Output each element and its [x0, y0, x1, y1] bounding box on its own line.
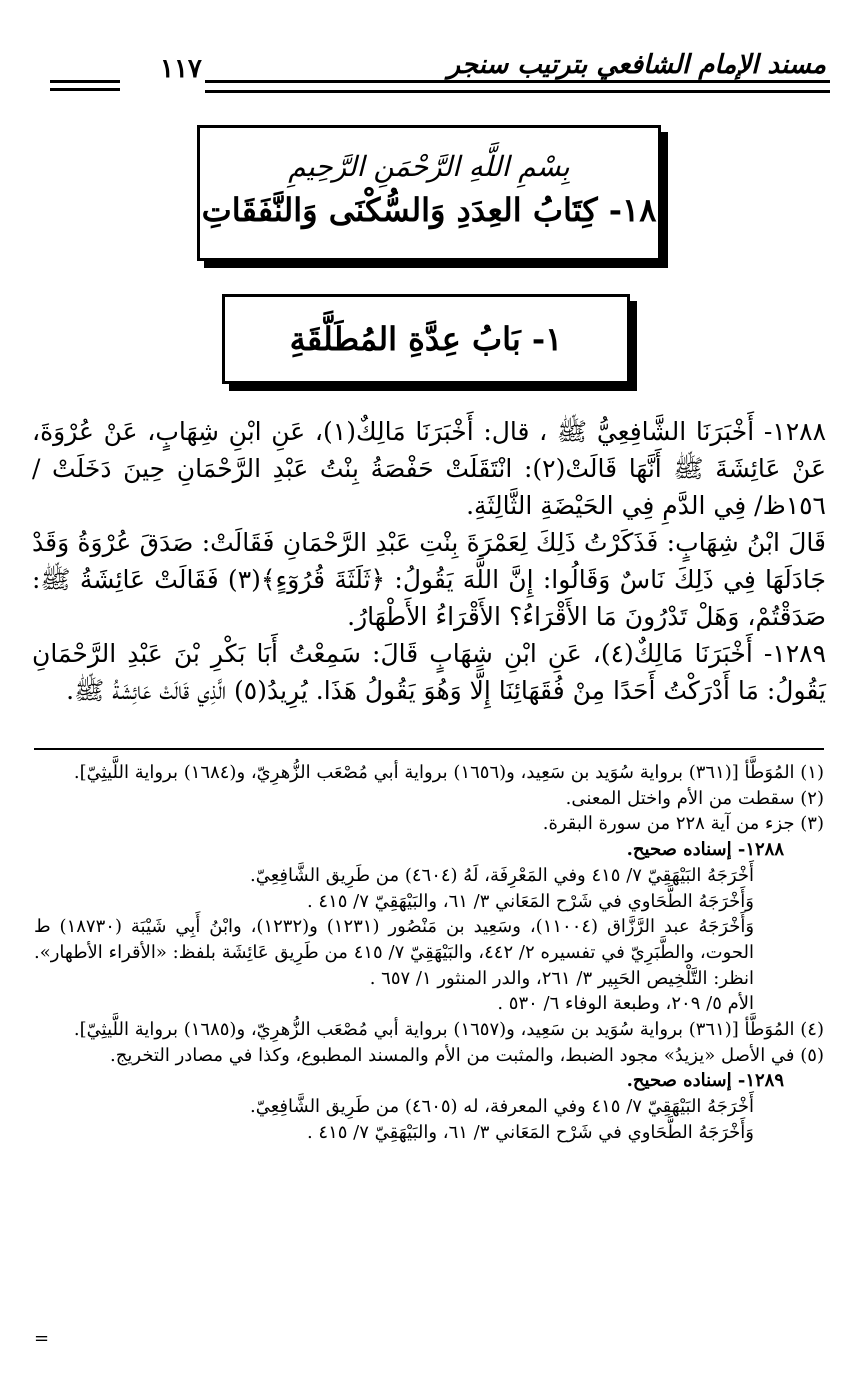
footnote-line: ١٢٨٨- إسناده صحيح.: [626, 839, 784, 861]
footnote-line: (٤) المُوَطَّأ [(٣٦١) برواية سُوَيد بن سَعِيد، و(١٦٥٧) برواية أبي مُصْعَب الزُّهرِيّ، و(١٦٨٥) برواية اللَّيثِيّ].: [73, 1019, 824, 1041]
basmala: بِسْمِ اللَّهِ الرَّحْمَنِ الرَّحِيمِ: [288, 150, 570, 183]
footnotes: [34, 760, 824, 1146]
footnote-line: (٥) في الأصل «يزيدُ» مجود الضبط، والمثبت من الأم والمسند المطبوع، وكذا في مصادر التخريج.: [110, 1044, 824, 1066]
hadith-1288-continuation: قَالَ ابْنُ شِهَابٍ: فَذَكَرْتُ ذَلِكَ لِعَمْرَةَ بِنْتِ عَبْدِ الرَّحْمَانِ فَقَالَتْ: صَدَقَ عُرْوَةُ وَقَدْ جَادَلَهَا فِي ذَلِكَ نَاسٌ وَقَالُوا: إِنَّ اللَّهَ يَقُولُ: ﴿ثَلَثَةَ قُرُوٓءٍ﴾(٣) فَقَالَتْ عَائِشَةُ ﷺ: صَدَقْتُمْ، وَهَلْ تَدْرُونَ مَا الأَقْرَاءُ؟ الأَقْرَاءُ الأَطْهَارُ.: [32, 528, 827, 631]
footnote-line: وَأَخْرَجَهُ الطَّحَاوي في شَرْح المَعَاني ٣/ ٦١، والبَيْهَقِيّ ٧/ ٤١٥ .: [306, 1121, 754, 1143]
chapter-title: ١- بَابُ عِدَّةِ المُطَلَّقَةِ: [289, 320, 563, 358]
book-title-box: [197, 125, 661, 261]
book-title: ١٨- كِتَابُ العِدَدِ وَالسُّكْنَى وَالنَّفَقَاتِ: [201, 191, 657, 229]
hadith-1289: ١٢٨٩- أَخْبَرَنَا مَالِكٌ(٤)، عَنِ ابْنِ شِهَابٍ قَالَ: سَمِعْتُ أَبَا بَكْرِ بْنَ عَبْدِ الرَّحْمَانِ يَقُولُ: مَا أَدْرَكْتُ أَحَدًا مِنْ فُقَهَائِنَا إِلَّا وَهُوَ يَقُولُ هَذَا. يُرِيدُ(٥) الَّذِي قَالَتْ عَائِشَةُ ﷺ.: [32, 639, 826, 705]
header-rule-right-bottom: [205, 90, 830, 93]
continuation-marker: =: [34, 1328, 50, 1349]
hadith-1288: ١٢٨٨- أَخْبَرَنَا الشَّافِعِيُّ ﷺ ، قال: أَخْبَرَنَا مَالِكٌ(١)، عَنِ ابْنِ شِهَابٍ، عَنْ عُرْوَةَ، عَنْ عَائِشَةَ ﷺ أَنَّهَا قَالَتْ(٢): انْتَقَلَتْ حَفْصَةُ بِنْتُ عَبْدِ الرَّحْمَانِ حِينَ دَخَلَتْ / ١٥٦ظ/ فِي الدَّمِ فِي الحَيْضَةِ الثَّالِثَةِ.: [32, 417, 827, 520]
footnote-line: وَأَخْرَجَهُ عبد الرَّزَّاق (١١٠٠٤)، وسَعِيد بن مَنْصُور (١٢٣١) و(١٢٣٢)، وابْنُ أَبِي شَيْبَة (١٨٧٣٠) ط الحوت، والطَّبَرِيّ في تفسيره ٢/ ٤٤٢، والبَيْهَقِيّ ٧/ ٤١٥ من طَرِيق عَائِشَة بلفظ: «الأقراء الأطهار». انظر: التَّلْخِيص الحَبِير ٣/ ٢٦١، والدر المنثور ١/ ٦٥٧ .: [34, 916, 755, 989]
footnote-line: (٢) سقطت من الأم واختل المعنى.: [565, 787, 824, 809]
footnote-separator: [34, 748, 824, 750]
header-rule-right-top: [205, 80, 830, 83]
footnote-line: ١٢٨٩- إسناده صحيح.: [626, 1070, 784, 1092]
main-text: [32, 413, 826, 709]
footnote-line: أَخْرَجَهُ البَيْهَقِيّ ٧/ ٤١٥ وفي المَعْرِفَة، لَهُ (٤٦٠٤) من طَرِيق الشَّافِعِيّ.: [250, 864, 754, 886]
footnote-line: الأم ٥/ ٢٠٩، وطبعة الوفاء ٦/ ٥٣٠ .: [497, 993, 754, 1015]
footnote-line: (٣) جزء من آية ٢٢٨ من سورة البقرة.: [542, 813, 824, 835]
footnote-line: وَأَخْرَجَهُ الطَّحَاوي في شَرْح المَعَاني ٣/ ٦١، والبَيْهَقِيّ ٧/ ٤١٥ .: [306, 890, 754, 912]
chapter-title-box: [222, 294, 630, 384]
header-rule-left-bottom: [50, 88, 120, 91]
page-number: ١١٧: [160, 54, 202, 84]
running-title: مسند الإمام الشافعي بترتيب سنجر: [447, 50, 826, 80]
footnote-line: (١) المُوَطَّأ [(٣٦١) برواية سُوَيد بن سَعِيد، و(١٦٥٦) برواية أبي مُصْعَب الزُّهرِيّ، و(١٦٨٤) برواية اللَّيثِيّ].: [73, 762, 824, 783]
footnote-line: أَخْرَجَهُ البَيْهَقِيّ ٧/ ٤١٥ وفي المعرفة، له (٤٦٠٥) من طَرِيق الشَّافِعِيّ.: [250, 1096, 754, 1118]
header-rule-left-top: [50, 80, 120, 83]
